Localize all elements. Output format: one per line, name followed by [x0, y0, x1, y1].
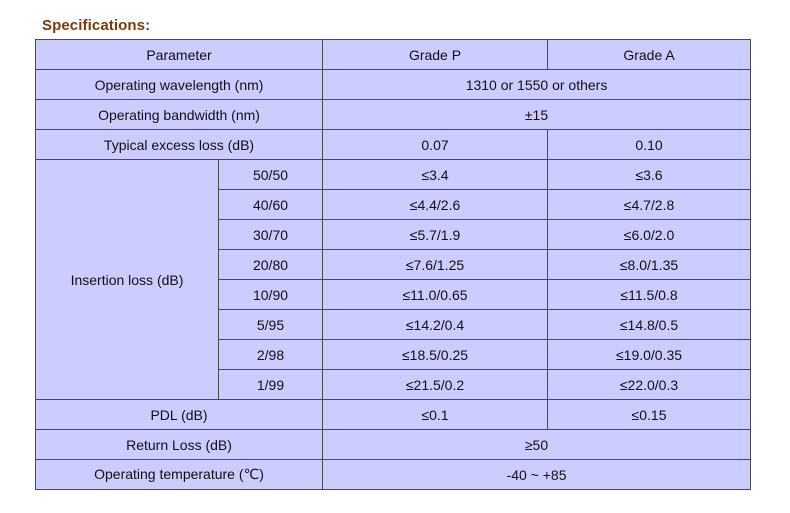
column-header-grade-p: Grade P	[323, 40, 548, 70]
grade-a-value: ≤11.5/0.8	[548, 280, 751, 310]
row-label: PDL (dB)	[36, 400, 323, 430]
grade-a-value: 0.10	[548, 130, 751, 160]
split-ratio: 2/98	[219, 340, 323, 370]
split-ratio: 40/60	[219, 190, 323, 220]
row-value: -40 ~ +85	[323, 460, 751, 490]
table-row-typical-excess-loss	[36, 130, 751, 160]
column-header-grade-a: Grade A	[548, 40, 751, 70]
row-value: 1310 or 1550 or others	[323, 70, 751, 100]
row-label: Return Loss (dB)	[36, 430, 323, 460]
grade-a-value: ≤14.8/0.5	[548, 310, 751, 340]
row-label: Operating bandwidth (nm)	[36, 100, 323, 130]
table-header-row	[36, 40, 751, 70]
grade-p-value: ≤18.5/0.25	[323, 340, 548, 370]
grade-p-value: ≤14.2/0.4	[323, 310, 548, 340]
row-value: ≥50	[323, 430, 751, 460]
grade-p-value: ≤0.1	[323, 400, 548, 430]
row-label: Operating wavelength (nm)	[36, 70, 323, 100]
row-value: ±15	[323, 100, 751, 130]
column-header-parameter: Parameter	[36, 40, 323, 70]
table-row-operating-bandwidth	[36, 100, 751, 130]
table-row-return-loss	[36, 430, 751, 460]
grade-a-value: ≤8.0/1.35	[548, 250, 751, 280]
grade-a-value: ≤22.0/0.3	[548, 370, 751, 400]
split-ratio: 30/70	[219, 220, 323, 250]
table-row-insertion-loss	[36, 160, 751, 190]
grade-a-value: ≤3.6	[548, 160, 751, 190]
grade-a-value: ≤4.7/2.8	[548, 190, 751, 220]
section-heading: Specifications:	[42, 17, 151, 34]
grade-a-value: ≤0.15	[548, 400, 751, 430]
grade-p-value: ≤11.0/0.65	[323, 280, 548, 310]
table-row-operating-wavelength	[36, 70, 751, 100]
row-label: Typical excess loss (dB)	[36, 130, 323, 160]
split-ratio: 10/90	[219, 280, 323, 310]
grade-p-value: ≤5.7/1.9	[323, 220, 548, 250]
table-row-pdl	[36, 400, 751, 430]
split-ratio: 50/50	[219, 160, 323, 190]
row-label: Operating temperature (℃)	[36, 460, 323, 490]
grade-p-value: ≤21.5/0.2	[323, 370, 548, 400]
table-row-operating-temperature	[36, 460, 751, 490]
specifications-table	[35, 39, 751, 490]
grade-p-value: 0.07	[323, 130, 548, 160]
grade-p-value: ≤4.4/2.6	[323, 190, 548, 220]
split-ratio: 20/80	[219, 250, 323, 280]
grade-a-value: ≤19.0/0.35	[548, 340, 751, 370]
grade-p-value: ≤3.4	[323, 160, 548, 190]
grade-a-value: ≤6.0/2.0	[548, 220, 751, 250]
split-ratio: 1/99	[219, 370, 323, 400]
insertion-loss-label: Insertion loss (dB)	[36, 160, 219, 400]
grade-p-value: ≤7.6/1.25	[323, 250, 548, 280]
split-ratio: 5/95	[219, 310, 323, 340]
